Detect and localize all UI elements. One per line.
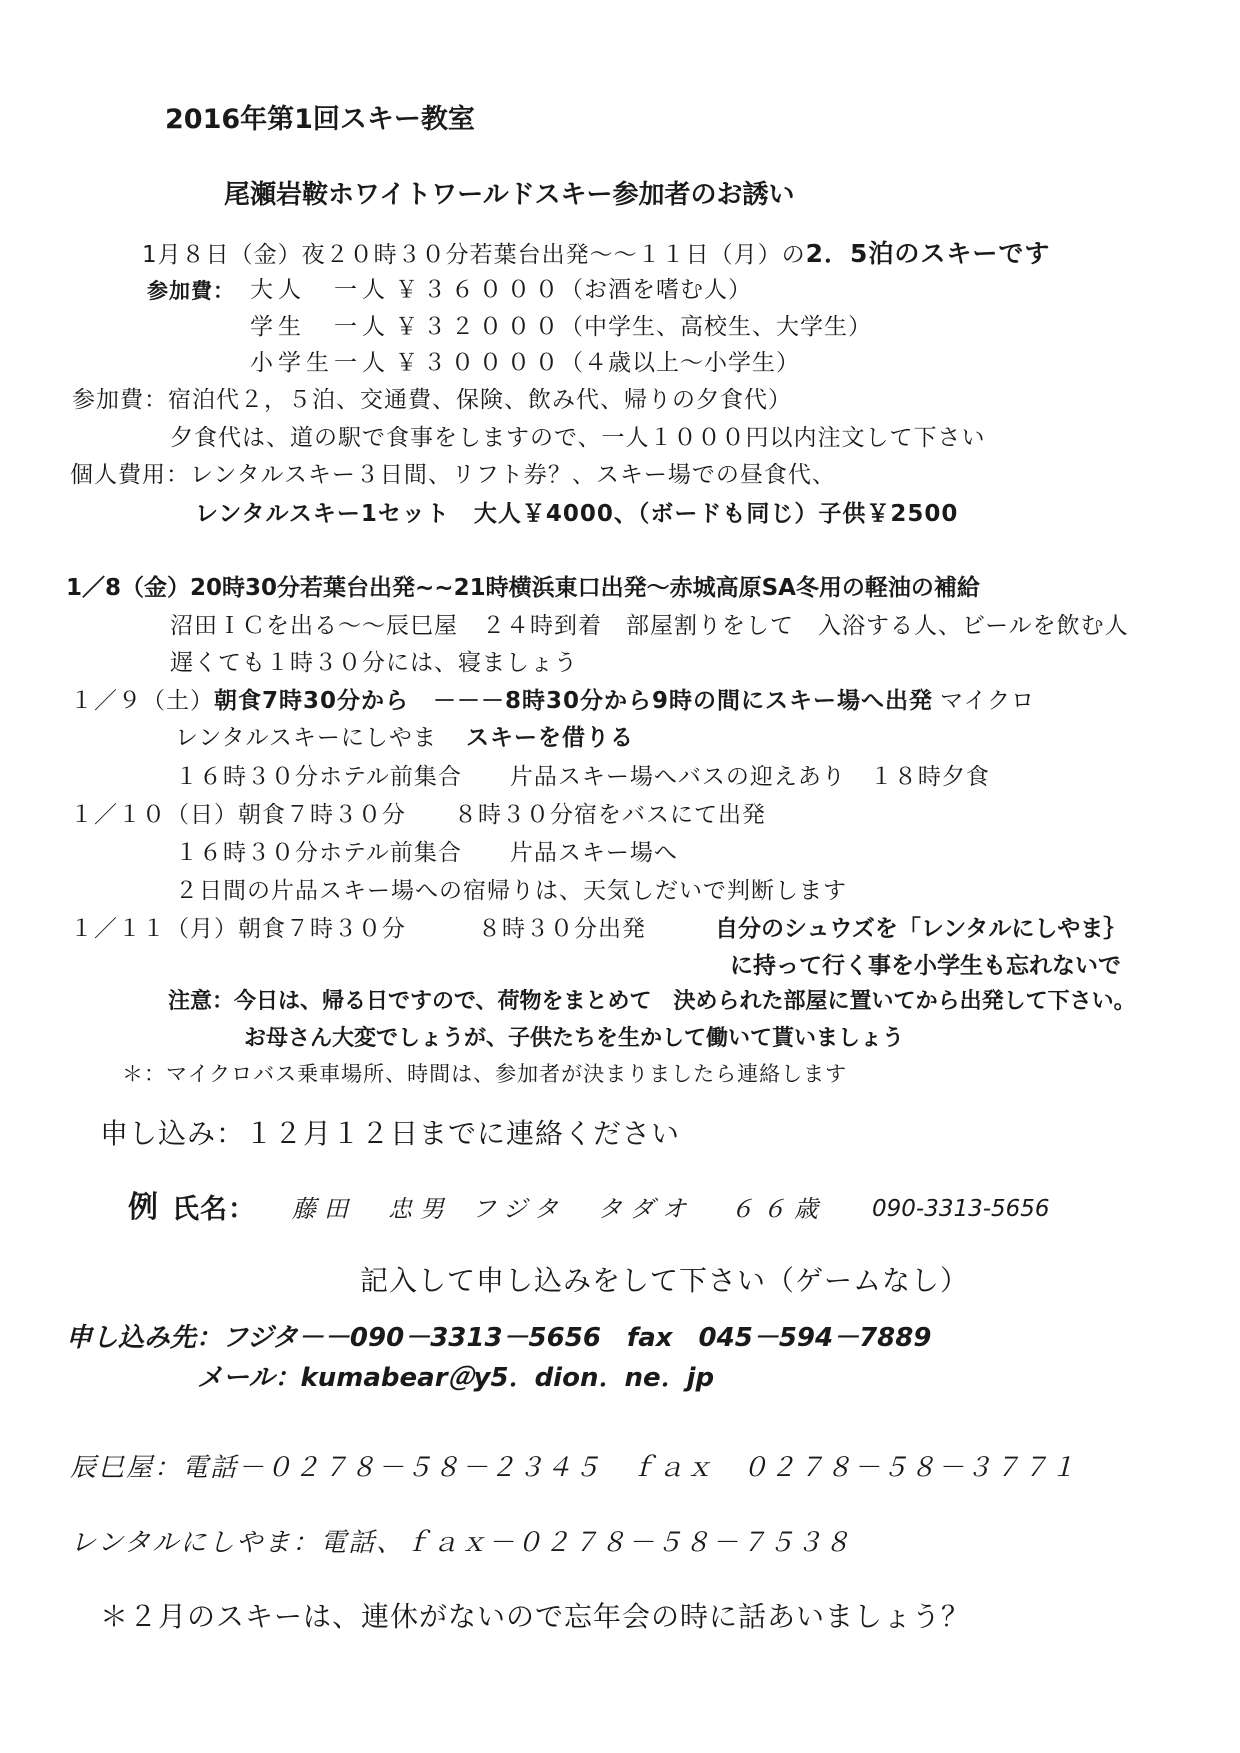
fee-row-child-amount: ￥３００００: [395, 350, 563, 376]
day2-bus: マイクロ: [940, 688, 1036, 714]
day4-note-a: 自分のシュウズを「レンタルにしやま｝: [715, 916, 1127, 942]
intro-line: [142, 241, 1050, 267]
personal-costs: 個人費用：レンタルスキー３日間、リフト券？、スキー場での昼食代、: [70, 462, 836, 488]
example-label: 例: [128, 1190, 159, 1225]
fee-row-adult-amount: ￥３６０００: [395, 277, 563, 303]
day2-rental-shop: レンタルスキーにしやま: [175, 725, 437, 751]
bus-pickup-note: ＊：マイクロバス乗車場所、時間は、参加者が決まりましたら連絡します: [122, 1062, 848, 1086]
tatsumiya-contact: 辰巳屋：電話－０２７８－５８－２３４５ ｆａｘ ０２７８－５８－３７７１: [70, 1453, 1079, 1483]
fee-includes: 参加費：宿泊代２，５泊、交通費、保険、飲み代、帰りの夕食代）: [72, 387, 792, 413]
example-kana: フジタ タダオ: [472, 1195, 695, 1223]
rental-shop-contact: レンタルにしやま：電話、ｆａｘ－０２７８－５８－７５３８: [70, 1528, 853, 1558]
day1-line2: 遅くても１時３０分には、寝ましょう: [170, 650, 578, 676]
fee-row-student-amount: ￥３２０００: [395, 314, 563, 340]
day4-heading: １／１１（月）朝食７時３０分 ８時３０分出発: [70, 916, 646, 942]
caution-line2: お母さん大変でしょうが、子供たちを生かして働いて貰いましょう: [244, 1026, 905, 1051]
day1-line1: 沼田ＩＣを出る～～辰巳屋 ２４時到着 部屋割りをして 入浴する人、ビールを飲む人: [170, 613, 1129, 639]
day3-line1: １６時３０分ホテル前集合 片品スキー場へ: [175, 840, 678, 866]
fee-row-student-note: （中学生、高校生、大学生）: [560, 314, 872, 340]
flyer-subtitle: 尾瀬岩鞍ホワイトワールドスキー参加者のお誘い: [224, 180, 795, 210]
rental-price: レンタルスキー1セット 大人￥4000、（ボードも同じ）子供￥2500: [195, 501, 959, 527]
intro-text: 1月８日（金）夜２０時３０分若葉台出発～～１１日（月）の: [142, 242, 806, 268]
flyer-title: 2016年第1回スキー教室: [165, 104, 475, 135]
dinner-note: 夕食代は、道の駅で食事をしますので、一人１０００円以内注文して下さい: [170, 425, 986, 451]
day2-line2: １６時３０分ホテル前集合 片品スキー場へバスの迎えあり １８時夕食: [175, 764, 990, 790]
february-note: ＊２月のスキーは、連休がないので忘年会の時に話あいましょう？: [100, 1600, 971, 1633]
day1-heading: 1／8（金）20時30分若葉台出発~~21時横浜東口出発～赤城高原SA冬用の軽油の補給: [66, 575, 980, 601]
day3-heading: １／１０（日）朝食７時３０分 ８時３０分宿をバスにて出発: [70, 802, 766, 828]
example-phone: 090-3313-5656: [872, 1196, 1050, 1222]
fee-row-adult-who: 大人 一人: [250, 277, 390, 303]
caution-line1: 注意：今日は、帰る日ですので、荷物をまとめて 決められた部屋に置いてから出発して下さい。: [168, 989, 1136, 1014]
fee-row-adult-note: （お酒を嗜む人）: [560, 277, 752, 303]
day2-plan: 朝食7時30分から －－－8時30分から9時の間にスキー場へ出発: [214, 688, 934, 714]
contact-line: 申し込み先：フジタ－－090－3313－5656 fax 045－594－7889: [66, 1323, 932, 1353]
day2-rent-skis: スキーを借りる: [466, 725, 634, 751]
fee-row-student-who: 学生 一人: [250, 314, 390, 340]
contact-email: メール：kumabear＠y5．dion．ne．jp: [197, 1363, 715, 1393]
example-name: 藤田 忠男: [292, 1195, 452, 1223]
fill-in-instruction: 記入して申し込みをして下さい（ゲームなし）: [360, 1264, 970, 1297]
day4-note-b: に持って行く事を小学生も忘れないで: [730, 953, 1121, 979]
intro-emphasis: 2．5泊のスキーです: [805, 239, 1051, 268]
fee-label: 参加費：: [147, 278, 235, 303]
day2-date: １／９（土）: [70, 688, 214, 714]
example-age: ６６歳: [730, 1195, 826, 1223]
example-name-label: 氏名：: [172, 1194, 256, 1225]
day2-heading: [70, 690, 933, 713]
fee-row-child-who: 小学生一人: [250, 350, 390, 376]
day3-line2: ２日間の片品スキー場への宿帰りは、天気しだいで判断します: [175, 878, 847, 904]
application-deadline: 申し込み：１２月１２日までに連絡ください: [100, 1117, 681, 1150]
fee-row-child-note: （４歳以上～小学生）: [560, 350, 800, 376]
